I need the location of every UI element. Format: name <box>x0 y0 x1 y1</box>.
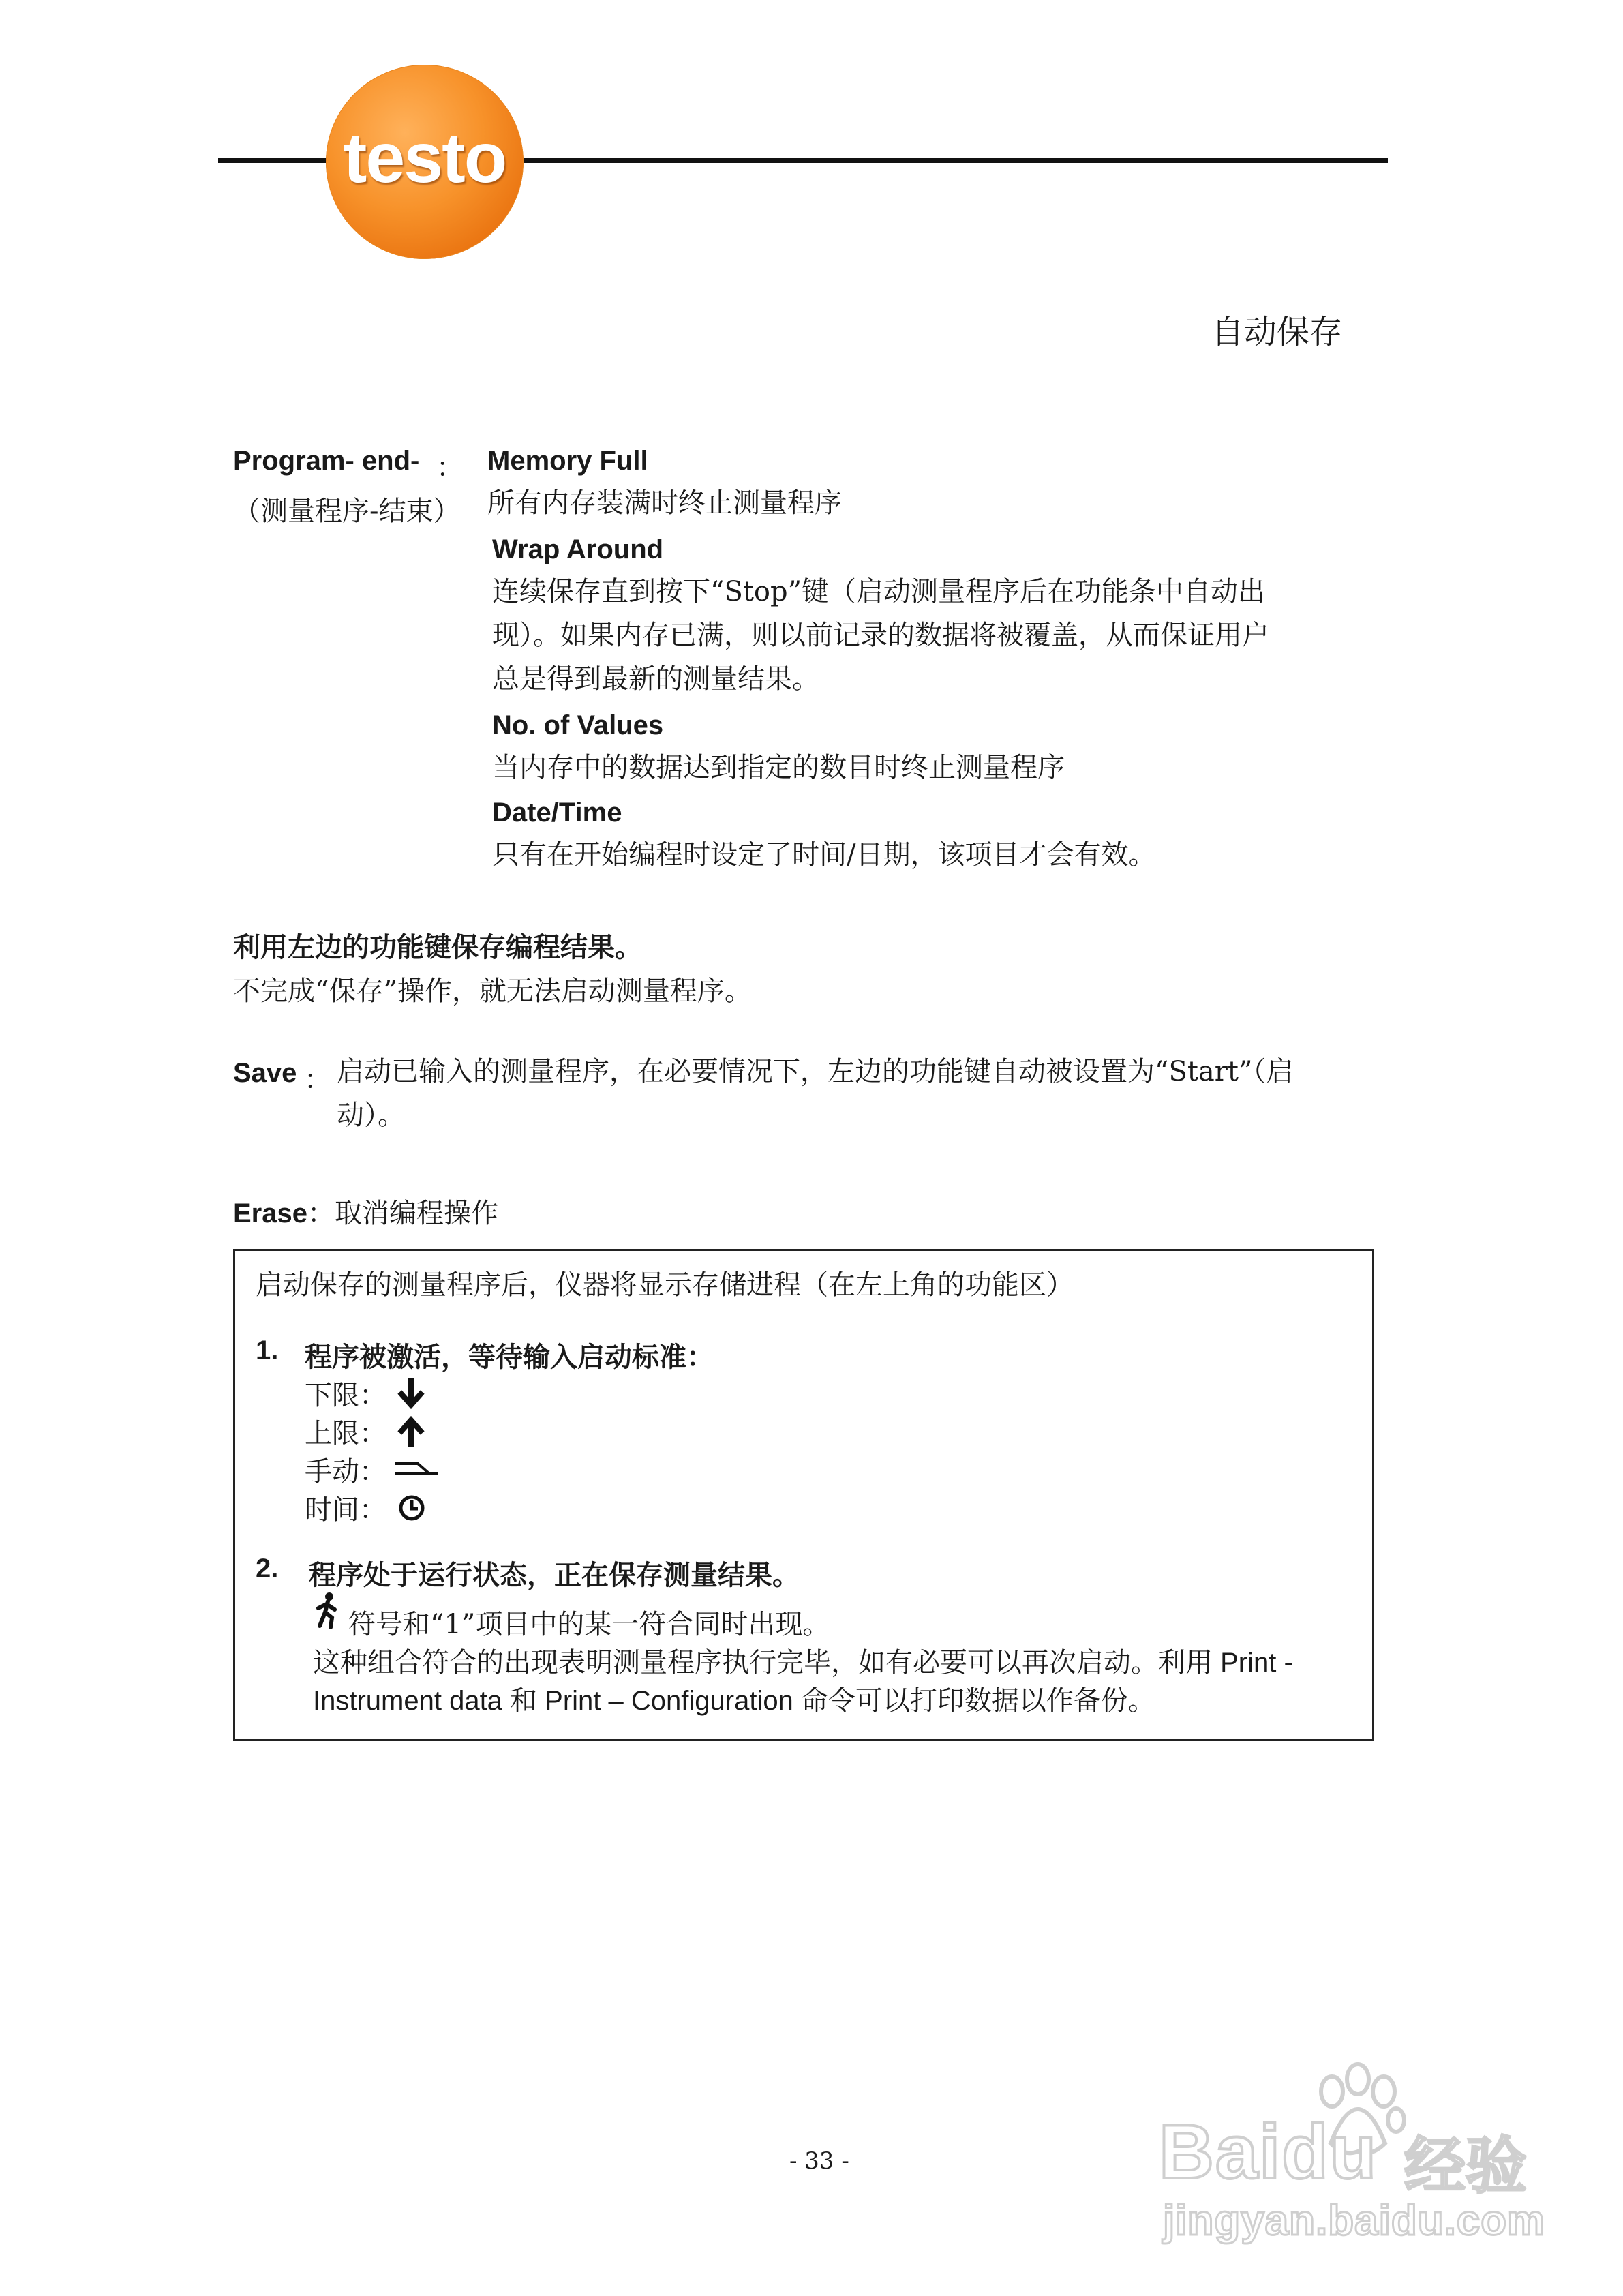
item2-title: 程序处于运行状态，正在保存测量结果。 <box>309 1559 800 1591</box>
program-end-colon: ： <box>436 453 464 483</box>
save-colon: ： <box>304 1064 331 1096</box>
watermark-brand <box>1159 2108 1378 2196</box>
save-label: Save <box>233 1058 297 1088</box>
arrow-down-icon <box>397 1378 425 1410</box>
option-desc-line: 连续保存直到按下“Stop”键（启动测量程序后在功能条中自动出 <box>492 576 1266 607</box>
save-note-text: 不完成“保存”操作，就无法启动测量程序。 <box>233 976 752 1007</box>
program-end-label-cn: （测量程序-结束） <box>233 496 461 527</box>
option-name: Wrap Around <box>492 534 664 564</box>
item1-number: 1. <box>256 1335 279 1365</box>
watermark-brand-cn: 经验 <box>1404 2130 1527 2202</box>
option-desc <box>492 833 1155 877</box>
save-note-heading: 利用左边的功能键保存编程结果。 <box>233 931 642 963</box>
info-box-intro: 启动保存的测量程序后，仪器将显示存储进程（在左上角的功能区） <box>256 1269 1074 1301</box>
option-desc-line: 现）。如果内存已满，则以前记录的数据将被覆盖，从而保证用户 <box>492 620 1269 651</box>
criterion-label: 时间： <box>305 1494 386 1526</box>
save-desc-line: 启动已输入的测量程序，在必要情况下，左边的功能键自动被设置为“Start”（启 <box>337 1056 1294 1087</box>
option-desc-line: 总是得到最新的测量结果。 <box>492 663 819 695</box>
key-press-icon <box>391 1455 440 1480</box>
page-number: - 33 - <box>789 2147 849 2175</box>
erase-text: ：取消编程操作 <box>307 1198 498 1229</box>
save-desc-line: 动）。 <box>337 1100 405 1131</box>
criterion-label: 下限： <box>305 1380 386 1411</box>
criterion-label: 上限： <box>305 1418 386 1449</box>
item2-number: 2. <box>256 1554 279 1584</box>
watermark-url: jingyan.baidu.com <box>1163 2197 1546 2244</box>
option-name: Date/Time <box>492 798 622 828</box>
clock-icon <box>397 1494 426 1522</box>
item2-line1: 符号和“1”项目中的某一符合同时出现。 <box>348 1609 830 1640</box>
criterion-label: 手动： <box>305 1456 386 1487</box>
option-desc-line: 只有在开始编程时设定了时间/日期，该项目才会有效。 <box>492 839 1156 871</box>
save-description <box>337 1050 1293 1137</box>
watermark-brand-a: Bai <box>1159 2109 1282 2194</box>
erase-line <box>233 1192 498 1230</box>
item2-line2: 这种组合符合的出现表明测量程序执行完毕，如有必要可以再次启动。利用 Print - <box>313 1648 1293 1678</box>
header-rule-left <box>218 158 329 163</box>
option-desc <box>492 570 1269 701</box>
option-desc-line: 所有内存装满时终止测量程序 <box>487 487 842 519</box>
logo-text: testo <box>343 119 506 198</box>
option-name: Memory Full <box>487 446 648 476</box>
program-end-label: Program- end- <box>233 446 420 476</box>
erase-label: Erase <box>233 1198 307 1228</box>
header-rule-right <box>521 158 1388 163</box>
running-person-icon <box>314 1592 344 1629</box>
watermark-brand-b: du <box>1281 2109 1378 2194</box>
option-desc <box>492 746 1065 789</box>
arrow-up-icon <box>397 1415 425 1447</box>
option-desc <box>487 481 842 525</box>
item2-line3: Instrument data 和 Print – Configuration 命令可以打印数据以作备份。 <box>313 1686 1155 1716</box>
option-desc-line: 当内存中的数据达到指定的数目时终止测量程序 <box>492 752 1065 783</box>
option-name: No. of Values <box>492 710 664 740</box>
testo-logo <box>326 65 524 259</box>
item1-title: 程序被激活，等待输入启动标准： <box>305 1341 714 1373</box>
info-box <box>233 1249 1374 1741</box>
section-title: 自动保存 <box>1211 313 1342 351</box>
